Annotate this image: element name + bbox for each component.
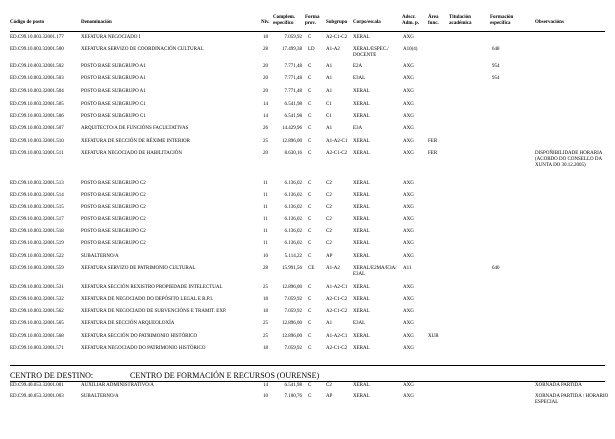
- cell-comp: 7.771,48: [284, 76, 302, 81]
- cell-comp: 6.136,02: [284, 181, 302, 186]
- table-row: [0, 297, 615, 307]
- cell-forma: C: [308, 217, 312, 222]
- cell-comp: 14.429,96: [282, 126, 302, 131]
- cell-code: ED.C99.10.003.32001.565: [10, 321, 64, 326]
- cell-adscr: AXG: [403, 346, 414, 351]
- header-area: Área func.: [428, 15, 439, 26]
- cell-forma: C: [308, 309, 312, 314]
- cell-adscr: AXG: [403, 254, 414, 259]
- table-row: [0, 309, 615, 319]
- cell-comp: 6.136,02: [284, 217, 302, 222]
- cell-forma: C: [308, 139, 312, 144]
- cell-code: ED.C99.10.003.32001.518: [10, 229, 64, 234]
- cell-niv: 25: [263, 139, 268, 144]
- cell-corpo: XERAL/ESPEC./ DOCENTE: [353, 47, 389, 58]
- cell-denom: XEFATURA DE SECCIÓN ARQUEOLOXÍA: [81, 321, 175, 326]
- cell-niv: 14: [263, 383, 268, 388]
- cell-forma: LD: [308, 47, 315, 52]
- cell-forma: C: [308, 285, 312, 290]
- cell-niv: 18: [263, 309, 268, 314]
- header-subgroup: Subgrupo: [326, 20, 348, 25]
- cell-code: ED.C99.10.003.32001.505: [10, 102, 64, 107]
- cell-sub: A1: [326, 64, 333, 69]
- cell-comp: 6.136,02: [284, 193, 302, 198]
- cell-denom: XEFATURA DE NEGOCIADO DO DEPÓSITO LEGAL E R.P.I.: [81, 297, 214, 302]
- header-body: Corpo/escala: [353, 20, 381, 25]
- cell-code: ED.C99.40.053.32001.001: [10, 383, 64, 388]
- table-row: [0, 151, 615, 168]
- table-row: [0, 114, 615, 124]
- cell-corpo: E2A: [353, 64, 363, 69]
- cell-code: ED.C99.10.003.32001.502: [10, 64, 64, 69]
- cell-niv: 20: [263, 151, 268, 156]
- cell-denom: XEFATURA NEGOCIADO I: [81, 35, 141, 40]
- cell-form: 648: [492, 47, 500, 52]
- cell-sub: C2: [326, 229, 332, 234]
- cell-forma: C: [308, 346, 312, 351]
- cell-denom: POSTO BASE SUBGRUPO C2: [81, 241, 146, 246]
- cell-comp: 6.541,98: [284, 102, 302, 107]
- cell-code: ED.C99.10.003.32001.500: [10, 47, 64, 52]
- cell-niv: 11: [263, 217, 268, 222]
- cell-sub: AP: [326, 254, 333, 259]
- cell-comp: 6.541,98: [284, 114, 302, 119]
- cell-corpo: XERAL: [353, 114, 370, 119]
- cell-denom: POSTO BASE SUBGRUPO C2: [81, 193, 146, 198]
- cell-comp: 5.114,22: [284, 254, 302, 259]
- cell-code: ED.C99.10.003.32001.510: [10, 139, 64, 144]
- cell-forma: C: [308, 334, 312, 339]
- cell-corpo: XERAL: [353, 229, 370, 234]
- cell-forma: C: [308, 297, 312, 302]
- cell-denom: AUXILIAR ADMINISTRATIVO/A: [81, 383, 154, 388]
- cell-adscr: AXG: [403, 102, 414, 107]
- cell-comp: 12.896,00: [282, 285, 302, 290]
- cell-sub: A1-A2-C1: [326, 285, 348, 290]
- cell-code: ED.C99.40.053.32001.003: [10, 394, 64, 399]
- cell-sub: A1-A2-C1: [326, 334, 348, 339]
- table-row: [0, 229, 615, 239]
- cell-sub: A1: [326, 126, 333, 131]
- section-rule: [10, 365, 605, 366]
- cell-comp: 6.136,02: [284, 229, 302, 234]
- table-row: [0, 181, 615, 191]
- table-row: [0, 321, 615, 331]
- cell-niv: 25: [263, 321, 268, 326]
- cell-denom: POSTO BASE SUBGRUPO C2: [81, 229, 146, 234]
- section-name: CENTRO DE FORMACIÓN E RECURSOS (OURENSE): [130, 371, 320, 380]
- table-row: [0, 102, 615, 112]
- cell-forma: C: [308, 126, 312, 131]
- cell-forma: C: [308, 394, 312, 399]
- cell-sub: C2: [326, 205, 332, 210]
- table-row: [0, 254, 615, 264]
- cell-sub: C2: [326, 241, 332, 246]
- cell-obs: XORNADA PARTIDA: [535, 383, 582, 388]
- cell-niv: 20: [263, 76, 268, 81]
- cell-code: ED.C99.10.003.32001.571: [10, 346, 64, 351]
- table-row: [0, 64, 615, 74]
- header-denomination: Denominación: [81, 20, 112, 25]
- cell-adscr: AXG: [403, 35, 414, 40]
- cell-adscr: AXG: [403, 205, 414, 210]
- cell-adscr: AXG: [403, 383, 414, 388]
- cell-niv: 10: [263, 394, 268, 399]
- cell-forma: C: [308, 181, 312, 186]
- cell-comp: 7.100,76: [284, 394, 302, 399]
- cell-area: FER: [428, 151, 438, 156]
- cell-code: ED.C99.10.003.32001.532: [10, 297, 64, 302]
- table-row: [0, 266, 615, 276]
- cell-adscr: AXG: [403, 114, 414, 119]
- cell-corpo: XERAL: [353, 139, 370, 144]
- cell-adscr: AXG: [403, 76, 414, 81]
- cell-adscr: AXG: [403, 64, 414, 69]
- cell-sub: AP: [326, 394, 333, 399]
- cell-area: XUR: [428, 334, 439, 339]
- cell-corpo: XERAL: [353, 35, 370, 40]
- cell-denom: XEFATURA SECCIÓN DO PATRIMONIO HISTÓRICO: [81, 334, 198, 339]
- cell-code: ED.C99.10.003.32001.519: [10, 241, 64, 246]
- cell-code: ED.C99.10.003.32001.531: [10, 285, 64, 290]
- cell-comp: 7.059,92: [284, 35, 302, 40]
- header-complement: Complem. específico: [273, 15, 296, 26]
- cell-corpo: XERAL: [353, 309, 370, 314]
- cell-obs: DISPOÑIBILIDADE HORARIA (ACORDO DO CONSELLO DA XUNTA DO 30.12.2005): [535, 151, 603, 168]
- cell-adscr: A11: [403, 266, 412, 271]
- cell-code: ED.C99.10.003.32001.562: [10, 309, 64, 314]
- table-header: [0, 16, 615, 30]
- header-qualification: Titulación académica: [449, 15, 472, 26]
- cell-niv: 11: [263, 205, 268, 210]
- cell-denom: POSTO BASE SUBGRUPO C1: [81, 102, 146, 107]
- cell-denom: XEFATURA DE NEGOCIADO DE SUBVENCIÓNS E TRAMIT. EXP.: [81, 309, 227, 314]
- cell-forma: C: [308, 321, 312, 326]
- cell-corpo: XERAL: [353, 151, 370, 156]
- cell-comp: 7.771,48: [284, 64, 302, 69]
- cell-denom: XEFATURA SECCIÓN REXISTRO PROPIEDADE INTELECTUAL: [81, 285, 223, 290]
- table-row: [0, 205, 615, 215]
- cell-corpo: XERAL: [353, 394, 370, 399]
- cell-forma: C: [308, 241, 312, 246]
- cell-code: ED.C99.10.003.32001.503: [10, 76, 64, 81]
- cell-sub: A2-C1-C2: [326, 297, 348, 302]
- table-row: [0, 126, 615, 136]
- cell-denom: XEFATURA NEGOCIADO DE HABILITACIÓN: [81, 151, 183, 156]
- table-row: [0, 346, 615, 356]
- section-underline: [10, 381, 605, 382]
- cell-adscr: AXG: [403, 229, 414, 234]
- cell-code: ED.C99.10.003.32001.559: [10, 266, 64, 271]
- cell-sub: A2-C1-C2: [326, 151, 348, 156]
- cell-sub: A1-A2: [326, 266, 340, 271]
- cell-adscr: AXG: [403, 321, 414, 326]
- cell-niv: 28: [263, 266, 268, 271]
- cell-comp: 12.896,00: [282, 334, 302, 339]
- cell-corpo: XERAL: [353, 89, 370, 94]
- cell-corpo: XERAL: [353, 193, 370, 198]
- cell-corpo: XERAL: [353, 334, 370, 339]
- cell-denom: SUBALTERNO/A: [81, 394, 119, 399]
- cell-forma: CE: [308, 266, 315, 271]
- cell-form: 954: [492, 64, 500, 69]
- cell-sub: A2-C1-C2: [326, 309, 348, 314]
- cell-corpo: E3AL: [353, 76, 366, 81]
- cell-code: ED.C99.10.003.32001.522: [10, 254, 64, 259]
- cell-forma: C: [308, 229, 312, 234]
- cell-adscr: AXG: [403, 285, 414, 290]
- cell-sub: C1: [326, 114, 332, 119]
- cell-niv: 20: [263, 64, 268, 69]
- cell-adscr: AXG: [403, 193, 414, 198]
- cell-comp: 17.499,38: [282, 47, 302, 52]
- section-label: CENTRO DE DESTINO:: [10, 371, 94, 380]
- cell-form: 954: [492, 76, 500, 81]
- cell-denom: XEFATURA DE SECCIÓN DE RÉXIME INTERIOR: [81, 139, 190, 144]
- cell-corpo: XERAL: [353, 297, 370, 302]
- cell-comp: 6.136,02: [284, 205, 302, 210]
- cell-adscr: AXG: [403, 241, 414, 246]
- cell-comp: 7.059,92: [284, 297, 302, 302]
- cell-comp: 8.630,16: [284, 151, 302, 156]
- cell-comp: 6.541,98: [284, 383, 302, 388]
- cell-corpo: XERAL: [353, 205, 370, 210]
- cell-adscr: AXG: [403, 139, 414, 144]
- cell-niv: 11: [263, 193, 268, 198]
- table-row: [0, 139, 615, 149]
- cell-code: ED.C99.10.003.32001.514: [10, 193, 64, 198]
- cell-niv: 18: [263, 297, 268, 302]
- cell-denom: POSTO BASE SUBGRUPO A1: [81, 64, 146, 69]
- cell-forma: C: [308, 76, 312, 81]
- cell-niv: 11: [263, 181, 268, 186]
- table-row: [0, 47, 615, 57]
- cell-forma: C: [308, 114, 312, 119]
- header-code: Código de posto: [10, 20, 45, 25]
- header-training: Formación específica: [490, 15, 514, 26]
- cell-denom: POSTO BASE SUBGRUPO C2: [81, 181, 146, 186]
- cell-denom: POSTO BASE SUBGRUPO A1: [81, 76, 146, 81]
- cell-sub: C1: [326, 102, 332, 107]
- cell-forma: C: [308, 89, 312, 94]
- cell-area: FER: [428, 139, 438, 144]
- cell-forma: C: [308, 383, 312, 388]
- cell-code: ED.C99.10.003.32001.513: [10, 181, 64, 186]
- cell-sub: A1: [326, 321, 333, 326]
- cell-niv: 20: [263, 89, 268, 94]
- table-row: [0, 334, 615, 344]
- cell-adscr: AXG: [403, 151, 414, 156]
- cell-form: 640: [492, 266, 500, 271]
- cell-niv: 14: [263, 114, 268, 119]
- table-row: [0, 89, 615, 99]
- cell-niv: 26: [263, 126, 268, 131]
- cell-adscr: AXG: [403, 181, 414, 186]
- cell-niv: 11: [263, 229, 268, 234]
- header-observations: Observacións: [535, 20, 564, 25]
- cell-adscr: AXG: [403, 297, 414, 302]
- cell-comp: 7.059,92: [284, 346, 302, 351]
- cell-corpo: XERAL: [353, 241, 370, 246]
- table-row: [0, 241, 615, 251]
- cell-forma: C: [308, 64, 312, 69]
- cell-adscr: AXG: [403, 394, 414, 399]
- table-row: [0, 193, 615, 203]
- cell-code: ED.C99.10.003.32001.568: [10, 334, 64, 339]
- cell-code: ED.C99.10.003.32001.177: [10, 35, 64, 40]
- cell-code: ED.C99.10.003.32001.507: [10, 126, 64, 131]
- table-row: [0, 76, 615, 86]
- cell-adscr: AXG: [403, 309, 414, 314]
- header-level: Niv.: [261, 20, 270, 25]
- cell-sub: C2: [326, 217, 332, 222]
- cell-adscr: AXG: [403, 89, 414, 94]
- cell-sub: C2: [326, 181, 332, 186]
- cell-forma: C: [308, 205, 312, 210]
- cell-forma: C: [308, 193, 312, 198]
- cell-forma: C: [308, 151, 312, 156]
- cell-sub: A2-C1-C2: [326, 35, 348, 40]
- cell-comp: 12.896,00: [282, 321, 302, 326]
- cell-corpo: E3A: [353, 126, 363, 131]
- cell-code: ED.C99.10.003.32001.517: [10, 217, 64, 222]
- table-row: [0, 285, 615, 295]
- cell-denom: XEFATURA SERVIZO DE COORDINACIÓN CULTURAL: [81, 47, 204, 52]
- cell-denom: POSTO BASE SUBGRUPO A1: [81, 89, 146, 94]
- cell-corpo: XERAL: [353, 346, 370, 351]
- cell-sub: C2: [326, 193, 332, 198]
- cell-code: ED.C99.10.003.32001.511: [10, 151, 64, 156]
- cell-corpo: XERAL: [353, 254, 370, 259]
- cell-forma: C: [308, 35, 312, 40]
- cell-corpo: XERAL: [353, 383, 370, 388]
- cell-corpo: E3AL: [353, 321, 366, 326]
- cell-niv: 11: [263, 241, 268, 246]
- cell-comp: 15.991,56: [282, 266, 302, 271]
- cell-denom: XEFATURA NEGOCIADO DO PATRIMONIO HISTÓRICO: [81, 346, 206, 351]
- table-row: [0, 217, 615, 227]
- cell-comp: 12.896,00: [282, 139, 302, 144]
- cell-forma: C: [308, 102, 312, 107]
- cell-code: ED.C99.10.003.32001.506: [10, 114, 64, 119]
- cell-niv: 10: [263, 254, 268, 259]
- cell-niv: 14: [263, 102, 268, 107]
- cell-denom: POSTO BASE SUBGRUPO C2: [81, 205, 146, 210]
- header-provision: Forma prov.: [305, 15, 320, 26]
- cell-adscr: A10(4): [403, 47, 418, 52]
- cell-corpo: XERAL: [353, 217, 370, 222]
- cell-sub: A1: [326, 89, 333, 94]
- cell-comp: 7.059,92: [284, 309, 302, 314]
- cell-corpo: XERAL: [353, 102, 370, 107]
- cell-niv: 18: [263, 35, 268, 40]
- cell-sub: C2: [326, 383, 332, 388]
- cell-niv: 18: [263, 346, 268, 351]
- cell-sub: A1: [326, 76, 333, 81]
- cell-denom: POSTO BASE SUBGRUPO C1: [81, 114, 146, 119]
- cell-code: ED.C99.10.003.32001.504: [10, 89, 64, 94]
- cell-adscr: AXG: [403, 334, 414, 339]
- cell-sub: A2-C1-C2: [326, 346, 348, 351]
- table-row: [0, 394, 615, 404]
- cell-denom: POSTO BASE SUBGRUPO C2: [81, 217, 146, 222]
- cell-adscr: AXG: [403, 126, 414, 131]
- cell-forma: C: [308, 254, 312, 259]
- header-rule: [10, 31, 605, 32]
- cell-corpo: XERAL: [353, 181, 370, 186]
- cell-sub: A1-A2: [326, 47, 340, 52]
- header-assignment: Adscr. Adm. p.: [402, 15, 420, 26]
- cell-sub: A1-A2-C1: [326, 139, 348, 144]
- cell-niv: 25: [263, 285, 268, 290]
- cell-niv: 28: [263, 47, 268, 52]
- table-row: [0, 35, 615, 45]
- cell-niv: 25: [263, 334, 268, 339]
- cell-corpo: XERAL: [353, 285, 370, 290]
- cell-code: ED.C99.10.003.32001.515: [10, 205, 64, 210]
- cell-comp: 6.136,02: [284, 241, 302, 246]
- cell-obs: XORNADA PARTIDA / HORARIO ESPECIAL: [535, 394, 609, 405]
- cell-denom: XEFATURA SERVIZO DE PATRIMONIO CULTURAL: [81, 266, 196, 271]
- cell-corpo: XERAL/E2MA/E3A/ E3AL: [353, 266, 397, 277]
- cell-denom: ARQUITECTO/A DE FUNCIÓNS FACULTATIVAS: [81, 126, 189, 131]
- cell-comp: 7.771,48: [284, 89, 302, 94]
- cell-denom: SUBALTERNO/A: [81, 254, 119, 259]
- cell-adscr: AXG: [403, 217, 414, 222]
- table-row: [0, 383, 615, 393]
